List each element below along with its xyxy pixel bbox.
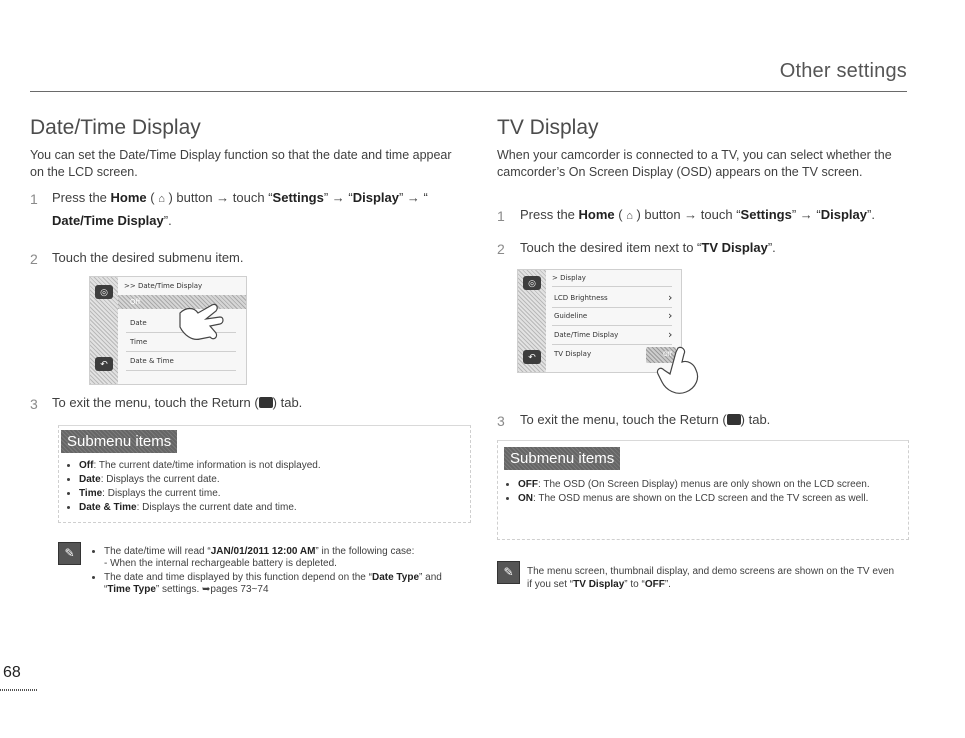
lcd-item-guideline[interactable]: Guideline: [554, 312, 588, 320]
text-segment: The date/time will read “: [104, 546, 211, 557]
submenu-box-title: Submenu items: [61, 430, 177, 453]
return-icon: ↶: [523, 350, 541, 364]
note-item: [104, 572, 464, 596]
text-segment: The date and time displayed by this function depend on the “: [104, 572, 372, 583]
return-tab-icon: [259, 397, 273, 408]
left-intro: You can set the Date/Time Display function so that the date and time appear on the LCD screen.: [30, 148, 452, 179]
list-item: [518, 493, 913, 505]
left-step2-text: Touch the desired submenu item.: [52, 250, 244, 265]
date-type-label: Date Type: [371, 572, 420, 583]
submenu-box-title: Submenu items: [504, 447, 620, 470]
display-label: Display: [352, 190, 399, 205]
right-step1-text: [520, 204, 930, 227]
note-date-value: JAN/01/2011 12:00 AM: [210, 546, 316, 557]
home-icon: ⌂: [626, 210, 633, 222]
home-icon: ⌂: [158, 193, 165, 205]
settings-label: Settings: [740, 207, 792, 222]
lcd-item-lcd-brightness[interactable]: LCD Brightness: [554, 294, 608, 302]
lcd-divider: [552, 307, 672, 308]
text-segment: ” → “: [398, 190, 428, 205]
return-tab-icon: [727, 414, 741, 425]
left-step2-num: 2: [30, 251, 38, 267]
right-intro: When your camcorder is connected to a TV, you can select whether the camcorder’s On Screen Display (OSD) appears on the TV screen.: [497, 148, 892, 179]
note-right: [527, 566, 897, 591]
time-type-label: Time Type: [107, 584, 156, 595]
tv-display-label: TV Display: [573, 578, 625, 590]
note-icon: ✎: [497, 561, 520, 584]
right-title: TV Display: [497, 116, 599, 139]
list-item: [79, 460, 479, 472]
right-step3-num: 3: [497, 413, 505, 429]
lcd-divider: [552, 344, 672, 345]
chevron-right-icon: ›: [668, 328, 673, 341]
left-title: Date/Time Display: [30, 116, 201, 139]
lcd-item-date-time[interactable]: Date & Time: [130, 357, 174, 365]
lcd-divider: [126, 351, 236, 352]
camera-mode-icon: ◎: [95, 285, 113, 299]
lcd-header: >> Date/Time Display: [124, 282, 203, 290]
list-text: : Displays the current date.: [100, 474, 220, 485]
text-segment: ) tab.: [740, 412, 771, 427]
text-segment: To exit the menu, touch the Return (: [52, 395, 259, 410]
text-segment: The menu screen, thumbnail display, and demo screens are shown on the TV even if you set “: [527, 566, 895, 590]
text-segment: ” → “: [791, 207, 821, 222]
text-segment: Press the: [52, 190, 111, 205]
list-text: : Displays the current time.: [102, 488, 221, 499]
home-label: Home: [110, 190, 147, 205]
list-text: : Displays the current date and time.: [136, 502, 297, 513]
lcd-divider: [552, 325, 672, 326]
return-icon: ↶: [95, 357, 113, 371]
text-segment: ”.: [664, 578, 671, 590]
note-icon: ✎: [58, 542, 81, 565]
list-text: : The OSD (On Screen Display) menus are only shown on the LCD screen.: [538, 479, 870, 490]
list-item: [79, 474, 479, 486]
note-item: [104, 546, 464, 570]
submenu-list: [59, 460, 479, 516]
submenu-box-left: [58, 425, 471, 523]
note-sub-text: - When the internal rechargeable battery is depleted.: [104, 558, 337, 569]
page-number: 68: [3, 664, 21, 681]
off-label: OFF: [644, 578, 665, 590]
text-segment: ) button → touch “: [632, 207, 741, 222]
text-segment: ”.: [767, 240, 776, 255]
lcd-item-off[interactable]: Off: [130, 298, 141, 306]
camera-mode-icon: ◎: [523, 276, 541, 290]
list-item: [518, 479, 913, 491]
note-list-left: [92, 546, 464, 598]
list-text: : The OSD menus are shown on the LCD screen and the TV screen as well.: [533, 493, 869, 504]
lcd-item-tv-display[interactable]: TV Display: [554, 350, 592, 358]
text-segment: Touch the desired item next to “: [520, 240, 702, 255]
left-step1-text: [52, 187, 472, 232]
left-step3-text: [52, 392, 302, 414]
text-segment: ” to “: [624, 578, 645, 590]
text-segment: (: [146, 190, 159, 205]
text-segment: ” and “: [104, 572, 442, 595]
list-text: : The current date/time information is not displayed.: [93, 460, 321, 471]
left-step3-num: 3: [30, 396, 38, 412]
touch-hand-icon: [648, 346, 708, 396]
list-term: Off: [79, 460, 94, 471]
chevron-right-icon: ›: [668, 309, 673, 322]
chevron-right-icon: ›: [668, 291, 673, 304]
list-term: Time: [79, 488, 103, 499]
settings-label: Settings: [272, 190, 324, 205]
right-step2-text: [520, 237, 776, 259]
submenu-list: [498, 479, 913, 507]
text-segment: ”.: [163, 213, 172, 228]
display-label: Display: [820, 207, 867, 222]
text-segment: ) tab.: [272, 395, 303, 410]
text-segment: To exit the menu, touch the Return (: [520, 412, 727, 427]
tv-display-label: TV Display: [701, 240, 768, 255]
lcd-item-date[interactable]: Date: [130, 319, 147, 327]
lcd-item-datetime-display[interactable]: Date/Time Display: [554, 331, 619, 339]
text-segment: ” in the following case:: [315, 546, 415, 557]
home-label: Home: [578, 207, 615, 222]
text-segment: ”.: [866, 207, 875, 222]
page-number-rule: [0, 689, 37, 691]
datetime-label: Date/Time Display: [52, 213, 164, 228]
section-header: Other settings: [779, 60, 907, 82]
header-rule: [30, 91, 907, 92]
list-item: [79, 502, 479, 514]
lcd-divider: [126, 370, 236, 371]
right-step1-num: 1: [497, 208, 505, 224]
toggle-label: Off: [663, 351, 672, 358]
left-step1-num: 1: [30, 191, 38, 207]
list-term: ON: [518, 493, 533, 504]
text-segment: ) button → touch “: [164, 190, 273, 205]
text-segment: ” → “: [323, 190, 353, 205]
touch-hand-icon: [172, 299, 228, 349]
submenu-box-right: [497, 440, 909, 540]
text-segment: (: [614, 207, 627, 222]
right-step2-num: 2: [497, 241, 505, 257]
right-step3-text: [520, 409, 770, 431]
lcd-divider: [552, 286, 672, 287]
list-term: OFF: [518, 479, 538, 490]
list-term: Date & Time: [79, 502, 137, 513]
lcd-header: > Display: [552, 274, 586, 282]
lcd-screenshot-datetime: [89, 276, 247, 385]
text-segment: Press the: [520, 207, 579, 222]
list-term: Date: [79, 474, 101, 485]
list-item: [79, 488, 479, 500]
lcd-item-time[interactable]: Time: [130, 338, 148, 346]
text-segment: ” settings. ➥pages 73~74: [155, 584, 269, 595]
